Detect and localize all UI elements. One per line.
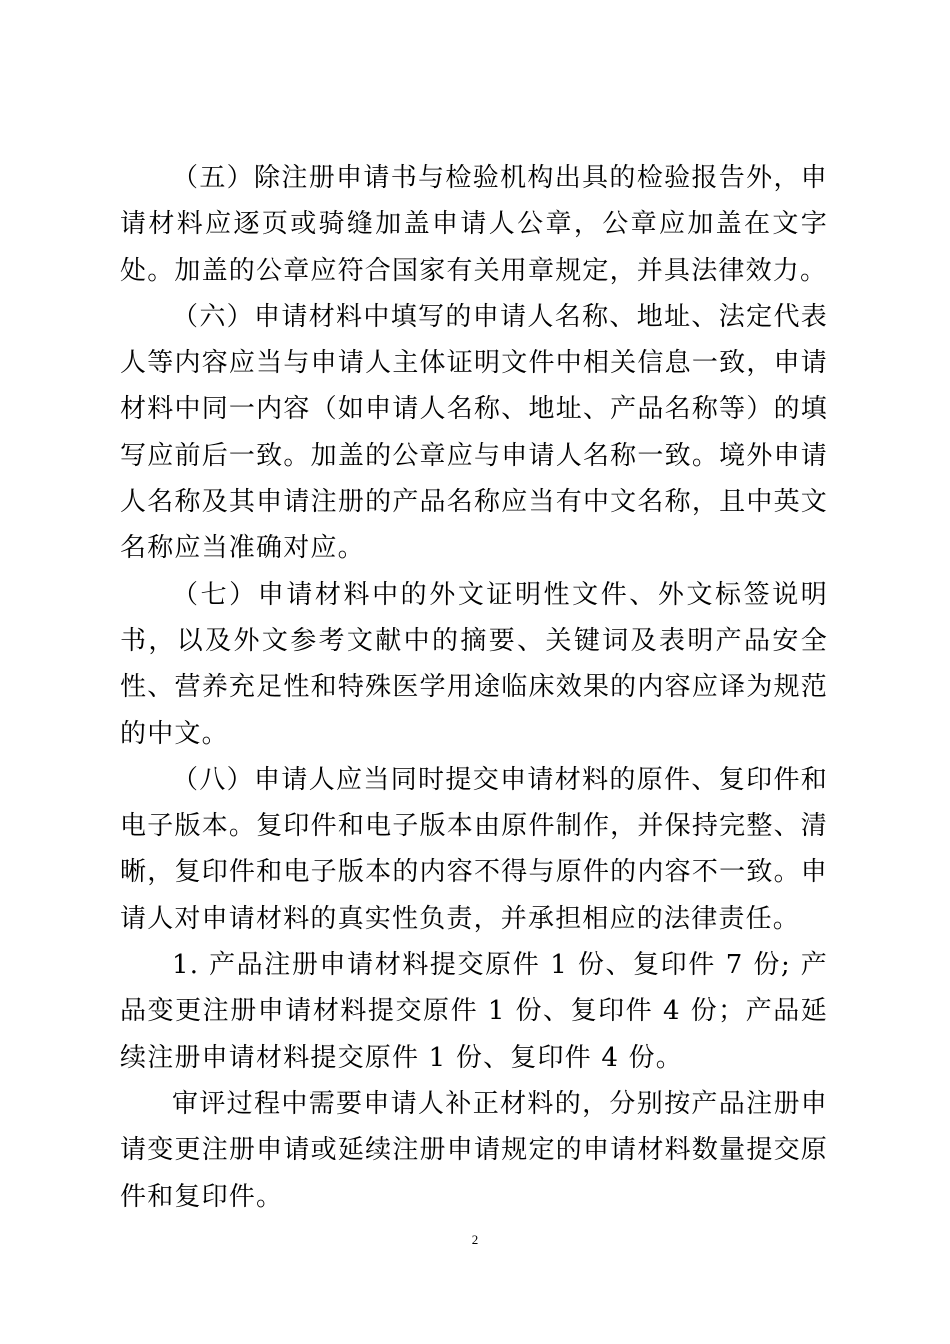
page-number: 2 [471,1232,479,1247]
paragraph-item-1-copy-counts: 1. 产品注册申请材料提交原件 1 份、复印件 7 份; 产品变更注册申请材料提交原件 1 份、复印件 4 份；产品延续注册申请材料提交原件 1 份、复印件 4 份。 [120,950,828,1073]
paragraph-5-seal-requirements: （五）除注册申请书与检验机构出具的检验报告外，申请材料应逐页或骑缝加盖申请人公章，公章应加盖在文字处。加盖的公章应符合国家有关用章规定，并具法律效力。 [120,163,828,286]
paragraph-supplement-materials: 审评过程中需要申请人补正材料的，分别按产品注册申请变更注册申请或延续注册申请规定的申请材料数量提交原件和复印件。 [120,1088,828,1212]
paragraph-8-submission-requirements: （八）申请人应当同时提交申请材料的原件、复印件和电子版本。复印件和电子版本由原件制作，并保持完整、清晰，复印件和电子版本的内容不得与原件的内容不一致。申请人对申请材料的真实性负责，并承担相应的法律责任。 [120,764,828,934]
paragraph-6-consistency-requirements: （六）申请材料中填写的申请人名称、地址、法定代表人等内容应当与申请人主体证明文件中相关信息一致，申请材料中同一内容（如申请人名称、地址、产品名称等）的填写应前后一致。加盖的公章应与申请人名称一致。境外申请人名称及其申请注册的产品名称应当有中文名称，且中英文名称应当准确对应。 [120,301,828,564]
document-body [120,155,828,1220]
paragraph-7-translation-requirements: （七）申请材料中的外文证明性文件、外文标签说明书，以及外文参考文献中的摘要、关键词及表明产品安全性、营养充足性和特殊医学用途临床效果的内容应译为规范的中文。 [120,579,828,749]
